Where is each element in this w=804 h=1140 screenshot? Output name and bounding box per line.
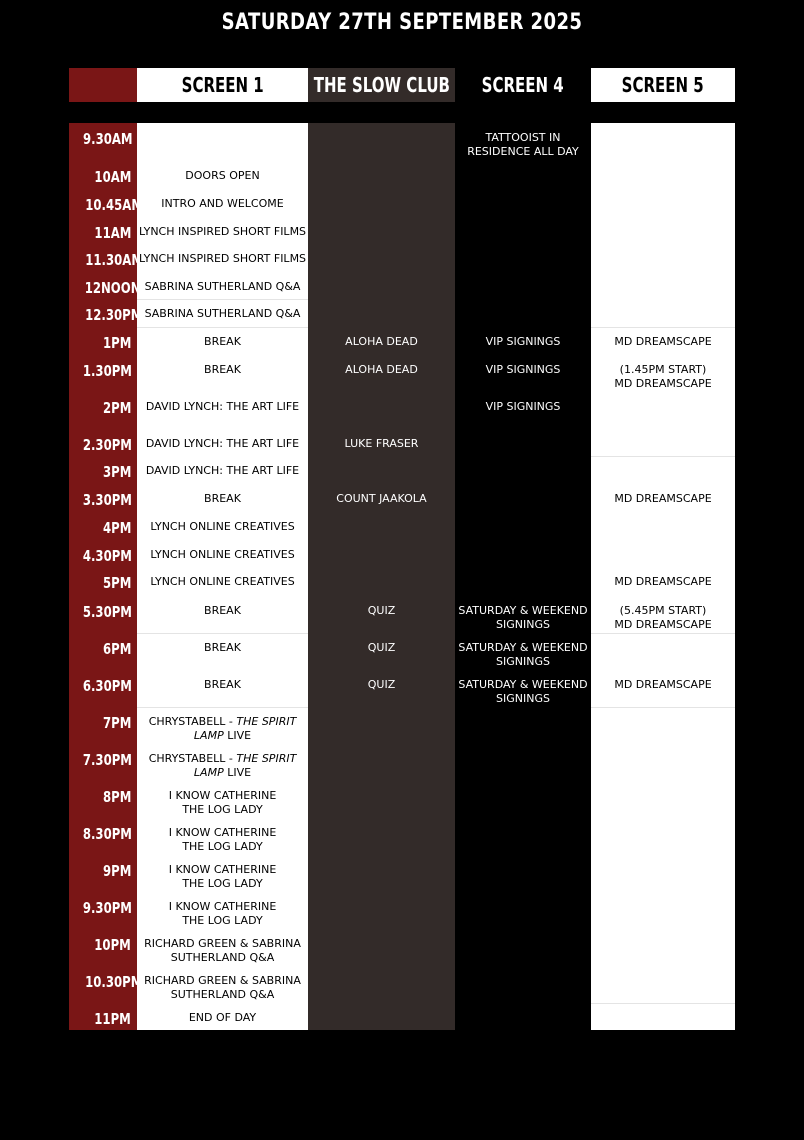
screen1-event: BREAK xyxy=(204,492,241,505)
time-label xyxy=(69,714,137,732)
screen5-event: (5.45PM START) MD DREAMSCAPE xyxy=(614,604,712,631)
time-header-block xyxy=(69,68,137,102)
row-divider xyxy=(137,327,308,328)
time-label xyxy=(69,436,137,454)
time-label xyxy=(69,196,143,214)
screen1-event: LYNCH ONLINE CREATIVES xyxy=(150,520,295,533)
screen4-event: VIP SIGNINGS xyxy=(485,363,561,376)
screen5-event: MD DREAMSCAPE xyxy=(614,335,712,348)
time-label-text: 10.30PM xyxy=(85,973,143,991)
screen1-event: CHRYSTABELL - THE SPIRIT LAMP LIVE xyxy=(148,752,297,779)
time-label xyxy=(69,491,137,509)
time-label-text: 10PM xyxy=(94,936,131,954)
time-label xyxy=(69,751,137,769)
time-label-text: 11.30AM xyxy=(85,251,143,269)
screen5-event: MD DREAMSCAPE xyxy=(614,678,712,691)
screen1-event: I KNOW CATHERINE THE LOG LADY xyxy=(168,863,277,890)
row-divider xyxy=(591,456,735,457)
screen1-event: RICHARD GREEN & SABRINA SUTHERLAND Q&A xyxy=(144,937,301,964)
slow-club-event: QUIZ xyxy=(367,678,396,691)
slow-club-event: QUIZ xyxy=(367,641,396,654)
screen4-event: SATURDAY & WEEKEND SIGNINGS xyxy=(458,641,588,668)
screen1-event: DAVID LYNCH: THE ART LIFE xyxy=(145,437,300,450)
screen4-event: VIP SIGNINGS xyxy=(485,335,561,348)
screen1-event: DAVID LYNCH: THE ART LIFE xyxy=(145,400,300,413)
header-slow-club xyxy=(308,68,455,102)
header-screen-4-label: SCREEN 4 xyxy=(481,73,565,97)
time-label xyxy=(69,130,137,148)
time-label xyxy=(69,519,137,537)
time-label xyxy=(69,677,137,695)
screen1-event: LYNCH ONLINE CREATIVES xyxy=(150,575,295,588)
screen1-event: BREAK xyxy=(204,335,241,348)
slow-club-event: ALOHA DEAD xyxy=(345,335,418,348)
screen1-event: I KNOW CATHERINE THE LOG LADY xyxy=(168,826,277,853)
time-label xyxy=(69,973,143,991)
slow-club-event: COUNT JAAKOLA xyxy=(336,492,427,505)
screen1-event: BREAK xyxy=(204,363,241,376)
screen4-event: VIP SIGNINGS xyxy=(485,400,561,413)
time-label-text: 9.30PM xyxy=(82,899,132,917)
time-label-text: 1.30PM xyxy=(82,362,132,380)
time-label xyxy=(69,640,137,658)
row-divider xyxy=(137,299,308,300)
row-divider xyxy=(137,633,308,634)
time-label-text: 8PM xyxy=(102,788,131,806)
slow-club-event: ALOHA DEAD xyxy=(345,363,418,376)
time-label-text: 10.45AM xyxy=(85,196,143,214)
slow-club-column xyxy=(308,123,455,1030)
screen5-event: (1.45PM START) MD DREAMSCAPE xyxy=(614,363,712,390)
slow-club-event: QUIZ xyxy=(367,604,396,617)
time-label xyxy=(69,574,137,592)
time-label-text: 2PM xyxy=(102,399,131,417)
screen1-event: SABRINA SUTHERLAND Q&A xyxy=(144,280,301,293)
header-screen-1-label: SCREEN 1 xyxy=(181,73,264,97)
time-label xyxy=(69,399,137,417)
time-label-text: 1PM xyxy=(102,334,131,352)
screen1-event: END OF DAY xyxy=(188,1011,257,1024)
screen1-event: RICHARD GREEN & SABRINA SUTHERLAND Q&A xyxy=(144,974,301,1001)
header-screen-5-label: SCREEN 5 xyxy=(621,73,705,97)
time-label-text: 9PM xyxy=(102,862,131,880)
time-label xyxy=(69,603,137,621)
time-label-text: 7.30PM xyxy=(82,751,132,769)
time-label-text: 11PM xyxy=(94,1010,131,1028)
screen1-event: BREAK xyxy=(204,604,241,617)
time-label-text: 11AM xyxy=(94,224,131,242)
row-divider xyxy=(137,707,308,708)
time-label-text: 9.30AM xyxy=(82,130,133,148)
screen5-event: MD DREAMSCAPE xyxy=(614,492,712,505)
header-slow-club-label: THE SLOW CLUB xyxy=(313,73,450,97)
screen1-event: DOORS OPEN xyxy=(185,169,260,182)
screen1-event: BREAK xyxy=(204,678,241,691)
time-label-text: 6.30PM xyxy=(82,677,132,695)
time-label xyxy=(69,788,137,806)
screen1-event: I KNOW CATHERINE THE LOG LADY xyxy=(168,900,277,927)
time-label-text: 7PM xyxy=(102,714,131,732)
header-screen-4 xyxy=(455,68,591,102)
slow-club-event: LUKE FRASER xyxy=(344,437,419,450)
screen1-event: INTRO AND WELCOME xyxy=(161,197,284,210)
time-label xyxy=(69,899,137,917)
time-label xyxy=(69,463,137,481)
time-label-text: 12NOON xyxy=(84,279,141,297)
screen1-event: LYNCH INSPIRED SHORT FILMS xyxy=(138,252,307,265)
screen5-event: MD DREAMSCAPE xyxy=(614,575,712,588)
time-label xyxy=(69,1010,137,1028)
time-label xyxy=(69,936,137,954)
row-divider xyxy=(591,327,735,328)
time-label xyxy=(69,251,143,269)
time-label-text: 2.30PM xyxy=(82,436,132,454)
time-label-text: 12.30PM xyxy=(85,306,143,324)
time-label xyxy=(69,825,137,843)
screen1-event: I KNOW CATHERINE THE LOG LADY xyxy=(168,789,277,816)
screen1-event: LYNCH ONLINE CREATIVES xyxy=(150,548,295,561)
time-label-text: 6PM xyxy=(102,640,131,658)
time-label xyxy=(69,334,137,352)
screen4-event: SATURDAY & WEEKEND SIGNINGS xyxy=(458,604,588,631)
time-label-text: 3PM xyxy=(102,463,131,481)
screen4-event: SATURDAY & WEEKEND SIGNINGS xyxy=(458,678,588,705)
screen1-event: LYNCH INSPIRED SHORT FILMS xyxy=(138,225,307,238)
time-label-text: 8.30PM xyxy=(82,825,132,843)
time-label-text: 4.30PM xyxy=(82,547,132,565)
screen1-event: SABRINA SUTHERLAND Q&A xyxy=(144,307,301,320)
header-screen-5 xyxy=(591,68,735,102)
row-divider xyxy=(591,633,735,634)
time-label-text: 5.30PM xyxy=(82,603,132,621)
row-divider xyxy=(591,1003,735,1004)
time-label xyxy=(69,306,143,324)
time-label-text: 3.30PM xyxy=(82,491,132,509)
time-label xyxy=(69,362,137,380)
screen1-event: BREAK xyxy=(204,641,241,654)
time-label-text: 10AM xyxy=(94,168,131,186)
screen1-event: CHRYSTABELL - THE SPIRIT LAMP LIVE xyxy=(148,715,297,742)
screen4-event: TATTOOIST IN RESIDENCE ALL DAY xyxy=(467,131,579,158)
screen1-event: DAVID LYNCH: THE ART LIFE xyxy=(145,464,300,477)
header-screen-1 xyxy=(137,68,308,102)
time-label xyxy=(69,168,137,186)
time-label xyxy=(69,224,137,242)
row-divider xyxy=(591,707,735,708)
time-label xyxy=(69,862,137,880)
page-title: SATURDAY 27TH SEPTEMBER 2025 xyxy=(221,10,583,35)
time-label-text: 4PM xyxy=(102,519,131,537)
time-label xyxy=(69,547,137,565)
time-label xyxy=(69,279,141,297)
time-label-text: 5PM xyxy=(102,574,131,592)
